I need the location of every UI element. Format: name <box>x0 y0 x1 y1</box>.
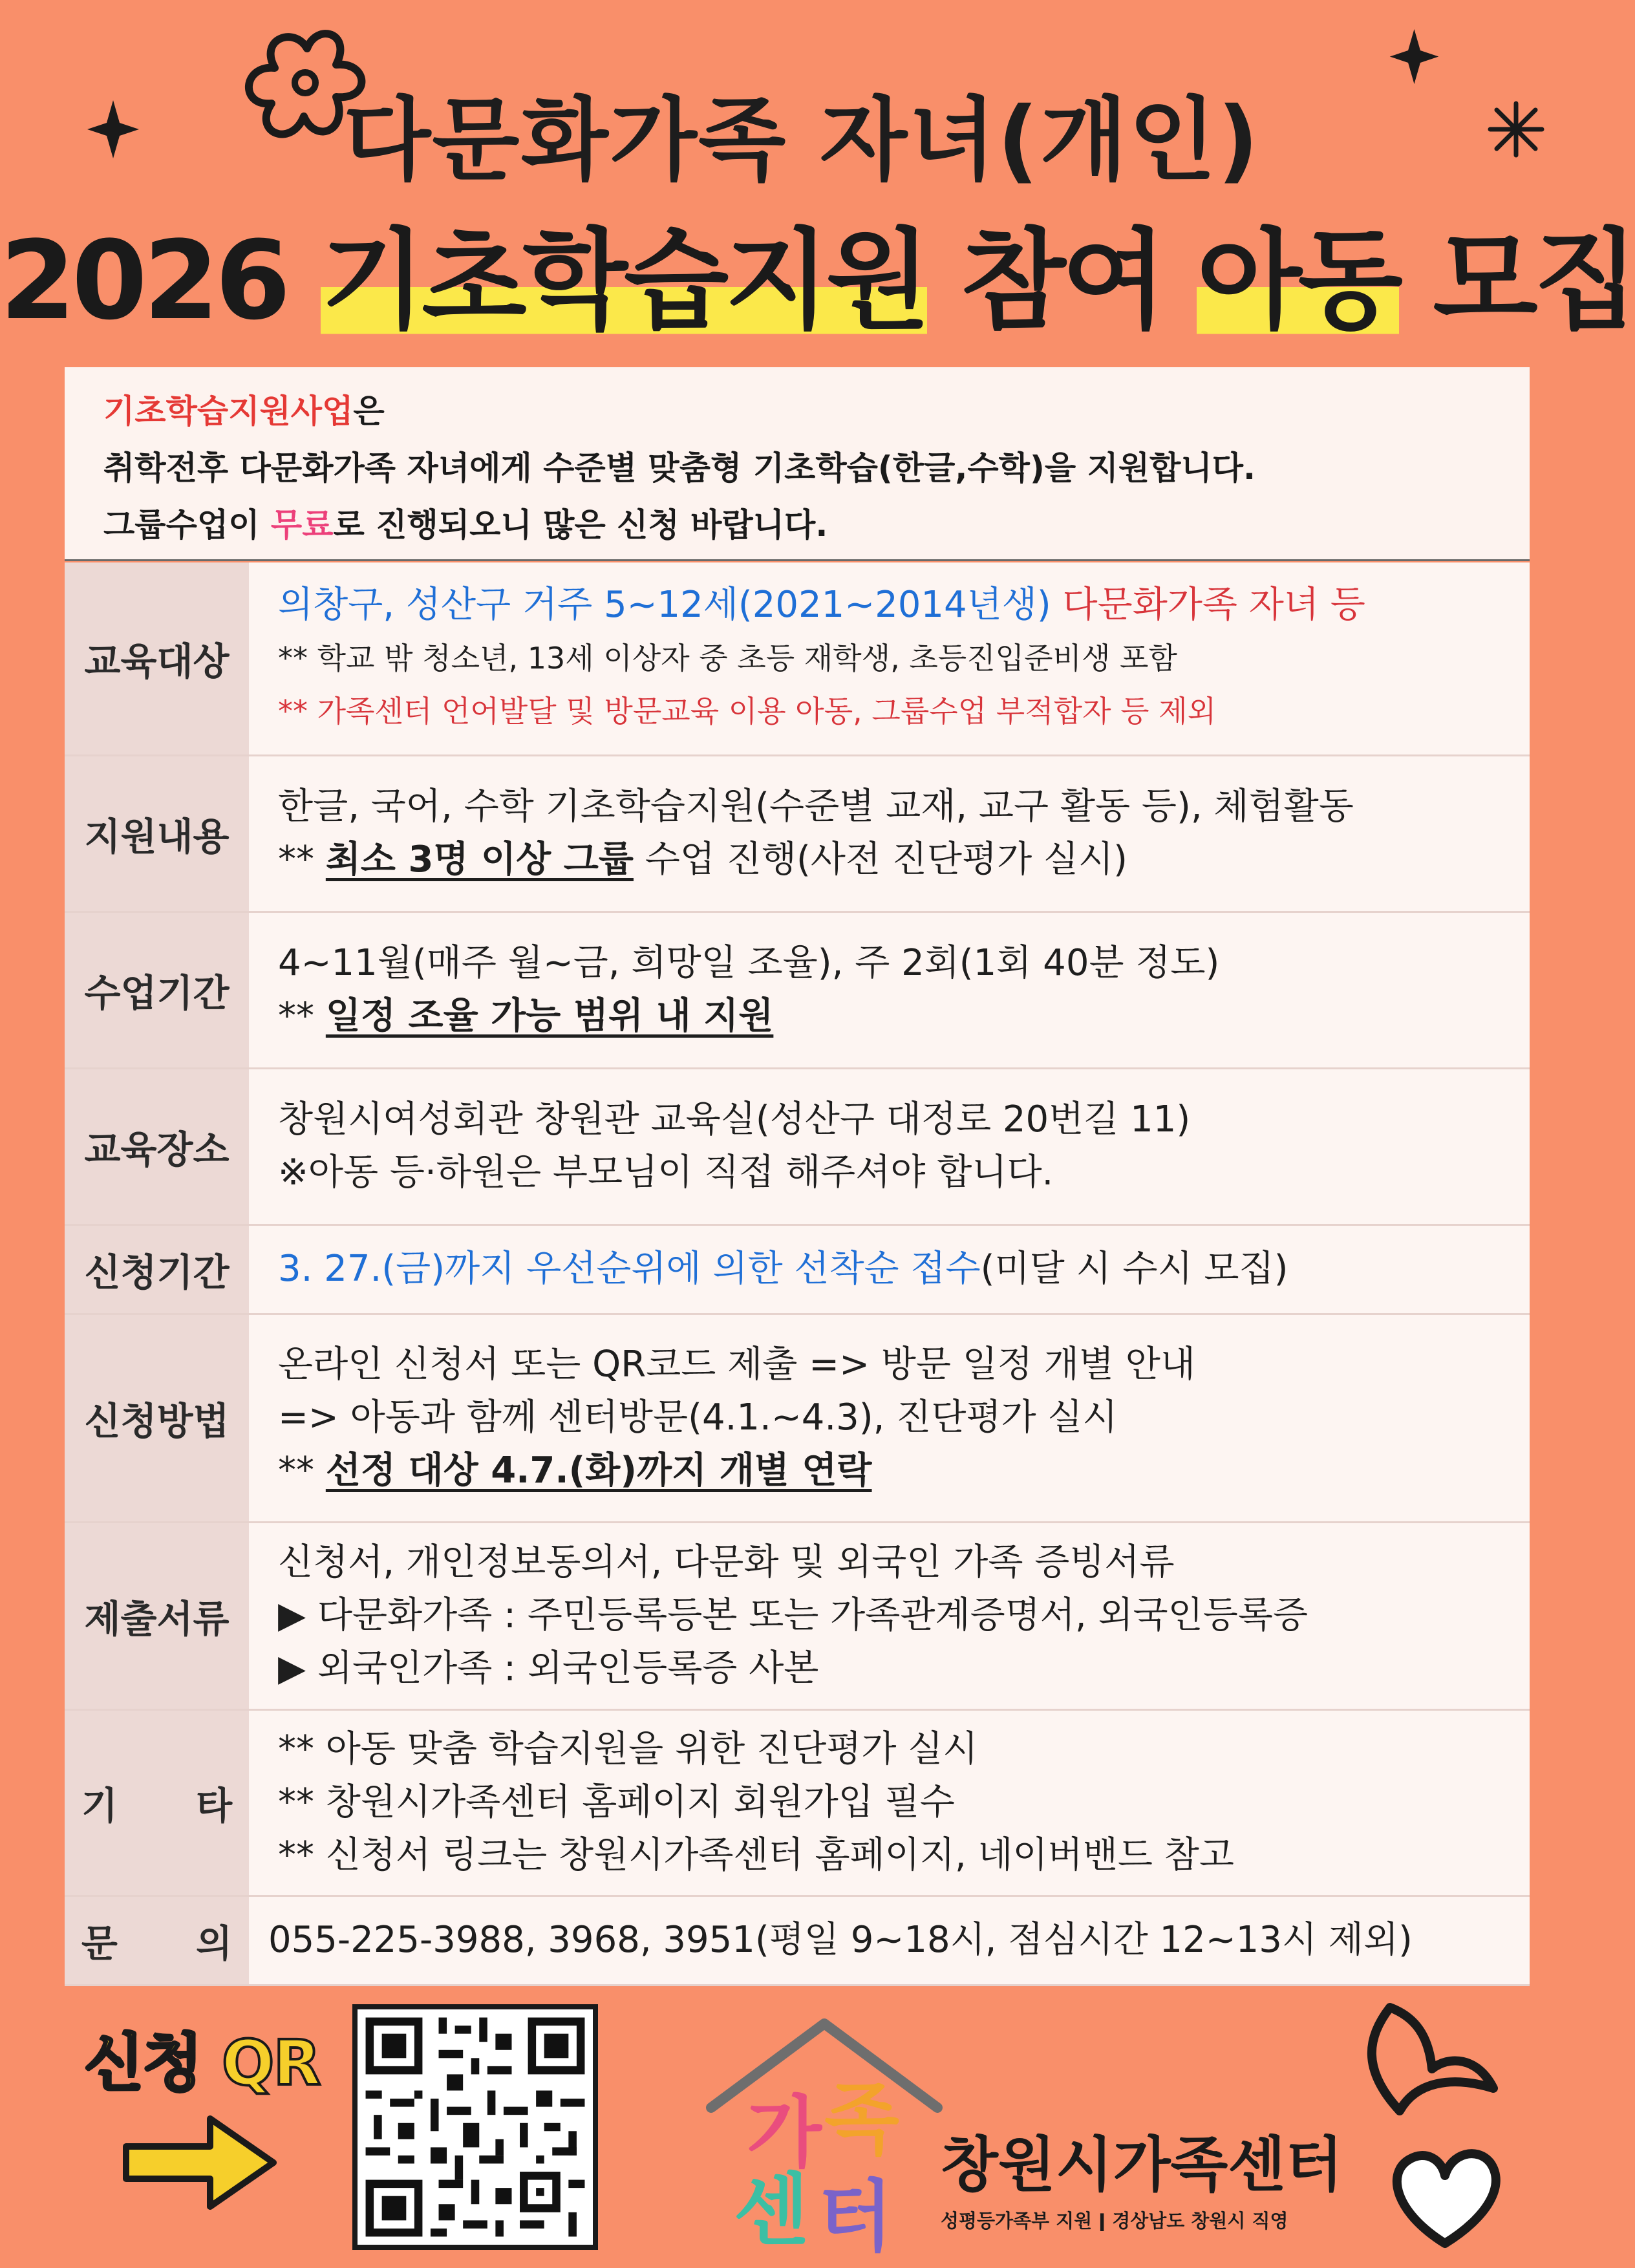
label-documents: 제출서류 <box>65 1522 249 1709</box>
org-block <box>941 2117 1343 2233</box>
poster-subtitle: 다문화가족 자녀(개인) <box>343 88 1260 193</box>
title-highlight-2: 아동 <box>1197 217 1399 344</box>
apply-deadline: 3. 27.(금)까지 우선순위에 의한 선착순 접수 <box>278 1248 981 1290</box>
selection-notice: 선정 대상 4.7.(화)까지 개별 연락 <box>325 1450 872 1492</box>
method-line-3-pre: ** <box>278 1450 326 1492</box>
info-table <box>65 562 1530 1986</box>
heart-doodle-icon <box>1380 2134 1510 2256</box>
org-subtitle: 성평등가족부 지원 ǀ 경상남도 창원시 직영 <box>941 2210 1288 2232</box>
title-year: 2026 <box>0 217 321 344</box>
content-line-1: 한글, 국어, 수학 기초학습지원(수준별 교재, 교구 활동 등), 체험활동 <box>278 786 1354 828</box>
intro-line-3-post: 로 진행되오니 많은 신청 바랍니다. <box>333 506 828 544</box>
target-group: 다문화가족 자녀 등 <box>1051 584 1365 626</box>
period-line-1: 4~11월(매주 월~금, 희망일 조율), 주 2회(1회 40분 정도) <box>278 942 1220 984</box>
row-etc <box>65 1709 1530 1896</box>
poster-title <box>0 194 1635 350</box>
logo-char-3: 센 <box>734 2166 809 2256</box>
period-note: 일정 조율 가능 범위 내 지원 <box>325 995 774 1037</box>
program-name: 기초학습지원사업 <box>103 392 354 430</box>
label-period: 수업기간 <box>65 912 249 1068</box>
label-content: 지원내용 <box>65 755 249 912</box>
label-etc: 기 타 <box>65 1709 249 1896</box>
qr-pattern-icon <box>358 2009 593 2245</box>
row-period <box>65 912 1530 1068</box>
title-highlight: 기초학습지원 <box>321 217 927 344</box>
label-target: 교육대상 <box>65 562 249 755</box>
etc-line-3: ** 신청서 링크는 창원시가족센터 홈페이지, 네이버밴드 참고 <box>278 1834 1234 1876</box>
logo-char-4: 터 <box>818 2172 893 2262</box>
place-line-1: 창원시여성회관 창원관 교육실(성산구 대정로 20번길 11) <box>278 1098 1191 1140</box>
documents-line-2: ▶ 다문화가족 : 주민등록등본 또는 가족관계증명서, 외국인등록증 <box>278 1594 1309 1636</box>
intro-line-3-pre: 그룹수업이 <box>103 506 271 544</box>
content-min-group: 최소 3명 이상 그룹 <box>325 839 634 881</box>
label-inquiry: 문 의 <box>65 1896 249 1985</box>
row-place <box>65 1068 1530 1225</box>
method-line-1: 온라인 신청서 또는 QR코드 제출 => 방문 일정 개별 안내 <box>278 1343 1195 1385</box>
row-target <box>65 562 1530 755</box>
logo-char-2: 족 <box>824 2075 899 2165</box>
label-apply-method: 신청방법 <box>65 1314 249 1522</box>
house-roof-icon <box>705 2011 950 2262</box>
etc-line-1: ** 아동 맞춤 학습지원을 위한 진단평가 실시 <box>278 1728 978 1770</box>
row-inquiry <box>65 1896 1530 1985</box>
target-include: ** 학교 밖 청소년, 13세 이상자 중 초등 재학생, 초등진입준비생 포함 <box>278 641 1177 676</box>
content-line-2-pre: ** <box>278 839 326 881</box>
title-end: 모집 <box>1398 217 1635 344</box>
content-line-2-post: 수업 진행(사전 진단평가 실시) <box>633 839 1128 881</box>
family-center-logo <box>705 2011 950 2262</box>
target-exclude: ** 가족센터 언어발달 및 방문교육 이용 아동, 그룹수업 부적합자 등 제외 <box>278 694 1217 729</box>
logo-char-1: 가 <box>747 2088 822 2178</box>
free-text: 무료 <box>270 506 334 544</box>
title-mid: 참여 <box>926 217 1197 344</box>
documents-line-3: ▶ 외국인가족 : 외국인등록증 사본 <box>278 1647 819 1689</box>
apply-period-note: (미달 시 수시 모집) <box>980 1248 1288 1290</box>
intro-line-2: 취학전후 다문화가족 자녀에게 수준별 맞춤형 기초학습(한글,수학)을 지원합니다. <box>103 449 1256 487</box>
period-line-2-pre: ** <box>278 995 326 1037</box>
row-apply-method <box>65 1314 1530 1522</box>
qr-label: 신청 QR <box>84 2027 320 2099</box>
label-apply-period: 신청기간 <box>65 1225 249 1314</box>
row-documents <box>65 1522 1530 1709</box>
program-suffix: 은 <box>353 392 385 430</box>
inquiry-phone: 055-225-3988, 3968, 3951(평일 9~18시, 점심시간 12~13시 제외) <box>268 1919 1413 1961</box>
qr-code[interactable] <box>352 2004 598 2250</box>
arrow-right-icon <box>120 2111 281 2214</box>
method-line-2: => 아동과 함께 센터방문(4.1.~4.3), 진단평가 실시 <box>278 1396 1118 1439</box>
intro-box <box>65 367 1530 561</box>
documents-line-1: 신청서, 개인정보동의서, 다문화 및 외국인 가족 증빙서류 <box>278 1541 1175 1583</box>
place-line-2: ※아동 등·하원은 부모님이 직접 해주셔야 합니다. <box>278 1151 1054 1193</box>
row-apply-period <box>65 1225 1530 1314</box>
label-place: 교육장소 <box>65 1068 249 1225</box>
heart-doodle-icon <box>1354 1998 1503 2127</box>
row-content <box>65 755 1530 912</box>
org-name: 창원시가족센터 <box>941 2130 1343 2199</box>
target-area: 의창구, 성산구 거주 5~12세(2021~2014년생) <box>278 584 1051 626</box>
etc-line-2: ** 창원시가족센터 홈페이지 회원가입 필수 <box>278 1781 955 1823</box>
